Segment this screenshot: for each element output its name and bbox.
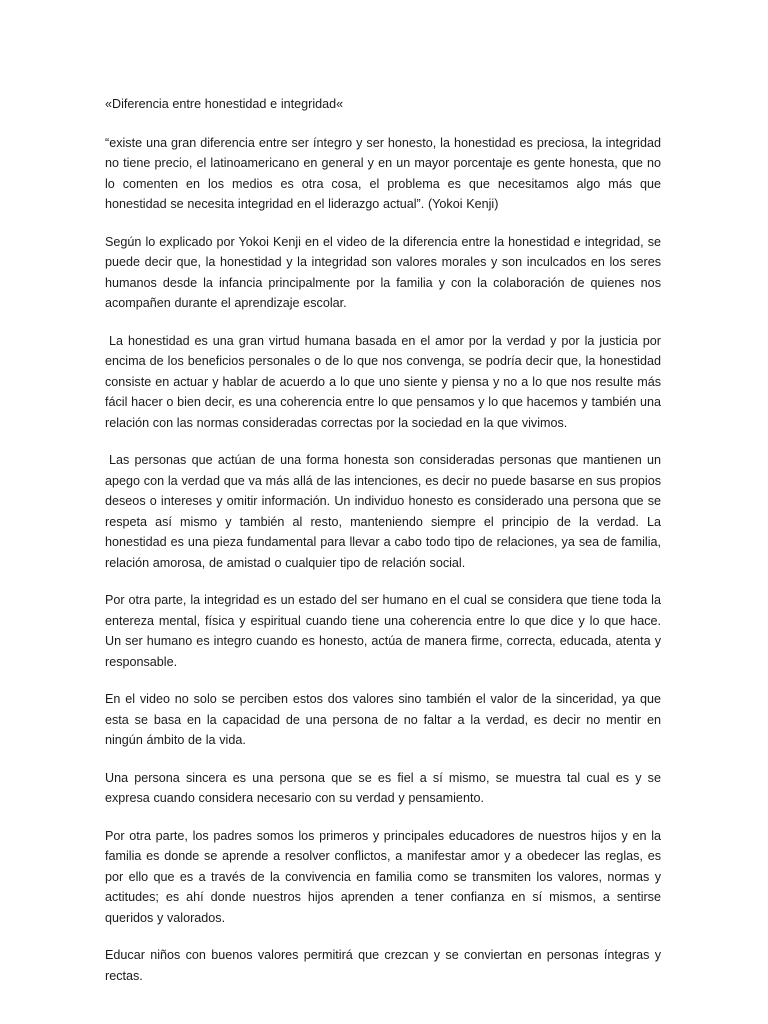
- body-paragraph: En el video no solo se perciben estos dos valores sino también el valor de la sinceridad, ya que esta se basa en la capacidad de una persona de no faltar a la verdad, es decir no mentir en ningún ámbito de la vida.: [105, 692, 661, 747]
- document-page: [105, 94, 661, 1003]
- quote-paragraph: “existe una gran diferencia entre ser íntegro y ser honesto, la honestidad es preciosa, la integridad no tiene precio, el latinoamericano en general y en un mayor porcentaje es gente honesta, que no lo comenten en los medios es otra cosa, el problema es que necesitamos algo más que honestidad se necesita integridad en el liderazgo actual”. (Yokoi Kenji): [105, 135, 661, 211]
- body-paragraph: Según lo explicado por Yokoi Kenji en el video de la diferencia entre la honestidad e integridad, se puede decir que, la honestidad y la integridad son valores morales y son inculcados en los seres humanos desde la infancia principalmente por la familia y con la colaboración de quienes nos acompañen durante el aprendizaje escolar.: [105, 234, 661, 310]
- body-paragraph: Por otra parte, los padres somos los primeros y principales educadores de nuestros hijos y en la familia es donde se aprende a resolver conflictos, a manifestar amor y a obedecer las reglas, es por ello que es a través de la convivencia en familia como se transmiten los valores, normas y actitudes; es ahí donde nuestros hijos aprenden a tener confianza en sí mismos, a sentirse queridos y valorados.: [105, 828, 661, 925]
- body-paragraph: Educar niños con buenos valores permitirá que crezcan y se conviertan en personas íntegras y rectas.: [105, 948, 661, 983]
- body-paragraph: La honestidad es una gran virtud humana basada en el amor por la verdad y por la justicia por encima de los beneficios personales o de lo que nos convenga, se podría decir que, la honestidad consiste en actuar y hablar de acuerdo a lo que uno siente y piensa y no a lo que nos resulte más fácil hacer o bien decir, es una coherencia entre lo que pensamos y lo que hacemos y también una relación con las normas consideradas correctas por la sociedad en la que vivimos.: [105, 333, 661, 430]
- body-paragraph: Una persona sincera es una persona que se es fiel a sí mismo, se muestra tal cual es y se expresa cuando considera necesario con su verdad y pensamiento.: [105, 770, 661, 805]
- body-paragraph: Por otra parte, la integridad es un estado del ser humano en el cual se considera que tiene toda la entereza mental, física y espiritual cuando tiene una coherencia entre lo que dice y lo que hace. Un ser humano es integro cuando es honesto, actúa de manera firme, correcta, educada, atenta y responsable.: [105, 593, 661, 669]
- document-title: «Diferencia entre honestidad e integridad«: [105, 97, 344, 111]
- body-paragraph: Las personas que actúan de una forma honesta son consideradas personas que mantienen un apego con la verdad que va más allá de las intenciones, es decir no puede basarse en sus propios deseos o intereses y omitir información. Un individuo honesto es considerado una persona que se respeta así mismo y también al resto, manteniendo siempre el principio de la verdad. La honestidad es una pieza fundamental para llevar a cabo todo tipo de relaciones, ya sea de familia, relación amorosa, de amistad o cualquier tipo de relación social.: [105, 453, 661, 570]
